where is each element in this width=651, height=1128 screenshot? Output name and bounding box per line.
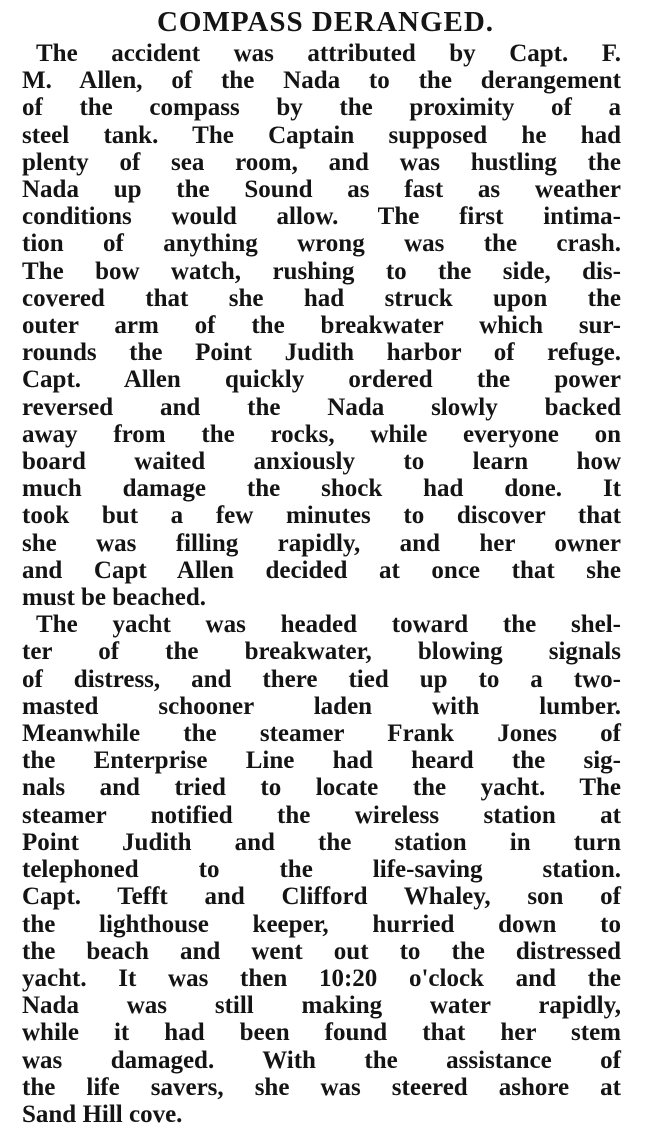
text-line: The yacht was headed toward the shel- <box>36 611 621 639</box>
text-line: Point Judith and the station in turn <box>22 828 621 856</box>
text-line: she was filling rapidly, and her owner <box>22 529 621 557</box>
text-line: of the compass by the proximity of a <box>22 94 621 122</box>
text-line: the lighthouse keeper, hurried down to <box>22 910 621 938</box>
paragraph-2 <box>22 611 621 1128</box>
text-line: was damaged. With the assistance of <box>22 1046 621 1074</box>
text-line: away from the rocks, while everyone on <box>22 420 621 448</box>
text-line: Sand Hill cove. <box>22 1100 183 1128</box>
text-line: Meanwhile the steamer Frank Jones of <box>22 720 621 748</box>
text-line: Capt. Allen quickly ordered the power <box>22 366 621 394</box>
paragraph-1 <box>22 40 621 611</box>
text-line: The accident was attributed by Capt. F. <box>36 40 621 67</box>
text-line: the life savers, she was steered ashore at <box>22 1073 621 1101</box>
text-line: while it had been found that her stem <box>22 1019 621 1047</box>
text-line: rounds the Point Judith harbor of refuge. <box>22 339 621 367</box>
text-line: M. Allen, of the Nada to the derangement <box>22 67 621 95</box>
text-line: covered that she had struck upon the <box>22 284 621 312</box>
headline: COMPASS DERANGED. <box>156 6 495 38</box>
text-line: ter of the breakwater, blowing signals <box>22 638 621 666</box>
text-line: much damage the shock had done. It <box>22 475 621 503</box>
text-line: the Enterprise Line had heard the sig- <box>22 747 621 775</box>
text-line: yacht. It was then 10:20 o'clock and the <box>22 964 621 992</box>
text-line: The bow watch, rushing to the side, dis- <box>22 257 621 285</box>
article-body <box>22 40 621 1128</box>
text-line: the beach and went out to the distressed <box>22 937 621 965</box>
text-line: of distress, and there tied up to a two- <box>22 665 621 693</box>
text-line: must be beached. <box>22 584 207 612</box>
text-line: steel tank. The Captain supposed he had <box>22 121 621 149</box>
text-line: Nada up the Sound as fast as weather <box>22 176 621 204</box>
text-line: took but a few minutes to discover that <box>22 502 621 530</box>
text-line: board waited anxiously to learn how <box>22 448 621 476</box>
text-line: tion of anything wrong was the crash. <box>22 230 621 258</box>
text-line: steamer notified the wireless station at <box>22 801 621 829</box>
text-line: and Capt Allen decided at once that she <box>22 556 621 584</box>
text-line: conditions would allow. The first intima- <box>22 203 621 231</box>
text-line: Nada was still making water rapidly, <box>22 992 621 1020</box>
text-line: nals and tried to locate the yacht. The <box>22 774 621 802</box>
text-line: Capt. Tefft and Clifford Whaley, son of <box>22 883 621 911</box>
text-line: reversed and the Nada slowly backed <box>22 393 621 421</box>
text-line: telephoned to the life-saving station. <box>22 856 621 884</box>
text-line: masted schooner laden with lumber. <box>22 692 621 720</box>
text-line: outer arm of the breakwater which sur- <box>22 312 621 340</box>
text-line: plenty of sea room, and was hustling the <box>22 148 621 176</box>
